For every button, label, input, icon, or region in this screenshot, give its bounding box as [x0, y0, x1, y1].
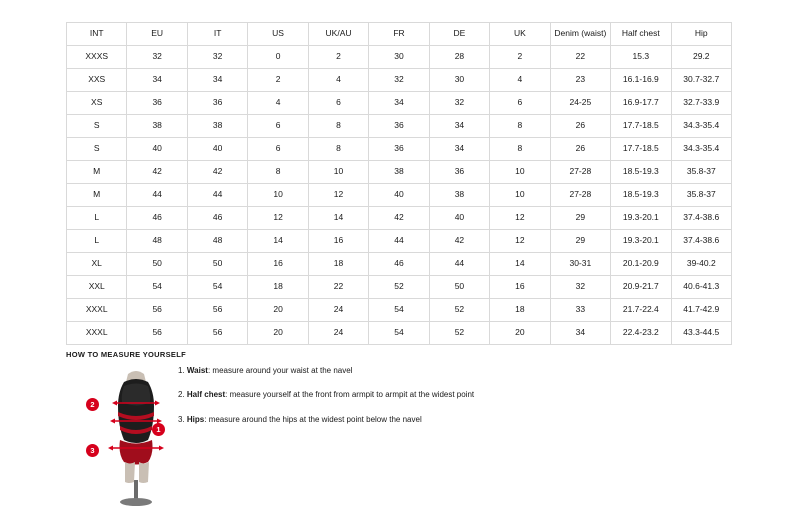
cell-denim-waist: 27-28: [550, 161, 610, 184]
cell-denim-waist: 29: [550, 207, 610, 230]
cell-it: 34: [187, 69, 247, 92]
cell-half-chest: 16.1-16.9: [611, 69, 671, 92]
cell-us: 4: [248, 92, 308, 115]
cell-fr: 32: [369, 69, 429, 92]
how-to-measure-title: HOW TO MEASURE YOURSELF: [66, 350, 186, 359]
note-text: : measure around the hips at the widest point below the navel: [204, 414, 422, 424]
marker-waist: 1: [152, 423, 165, 436]
cell-fr: 54: [369, 299, 429, 322]
table-body: [67, 46, 732, 345]
cell-eu: 32: [127, 46, 187, 69]
cell-uk-au: 24: [308, 322, 368, 345]
cell-it: 54: [187, 276, 247, 299]
cell-denim-waist: 24-25: [550, 92, 610, 115]
cell-int: S: [67, 115, 127, 138]
marker-half-chest: 2: [86, 398, 99, 411]
cell-fr: 36: [369, 115, 429, 138]
cell-eu: 56: [127, 299, 187, 322]
cell-de: 38: [429, 184, 489, 207]
table-row: [67, 322, 732, 345]
table-row: [67, 161, 732, 184]
size-table-container: [66, 22, 732, 345]
cell-us: 20: [248, 299, 308, 322]
cell-half-chest: 18.5-19.3: [611, 184, 671, 207]
cell-eu: 48: [127, 230, 187, 253]
cell-eu: 50: [127, 253, 187, 276]
cell-fr: 34: [369, 92, 429, 115]
cell-eu: 44: [127, 184, 187, 207]
cell-int: L: [67, 207, 127, 230]
table-row: [67, 253, 732, 276]
cell-de: 40: [429, 207, 489, 230]
cell-fr: 42: [369, 207, 429, 230]
column-header-denim-waist: Denim (waist): [550, 23, 610, 46]
cell-denim-waist: 27-28: [550, 184, 610, 207]
cell-fr: 54: [369, 322, 429, 345]
cell-fr: 52: [369, 276, 429, 299]
cell-de: 30: [429, 69, 489, 92]
cell-uk: 6: [490, 92, 550, 115]
cell-uk: 14: [490, 253, 550, 276]
cell-hip: 37.4-38.6: [671, 207, 731, 230]
measure-notes: [178, 366, 598, 439]
cell-half-chest: 18.5-19.3: [611, 161, 671, 184]
cell-uk: 10: [490, 161, 550, 184]
cell-hip: 30.7-32.7: [671, 69, 731, 92]
note-term: Waist: [186, 366, 208, 375]
cell-hip: 34.3-35.4: [671, 138, 731, 161]
cell-it: 56: [187, 299, 247, 322]
cell-us: 16: [248, 253, 308, 276]
cell-int: L: [67, 230, 127, 253]
cell-hip: 41.7-42.9: [671, 299, 731, 322]
cell-uk: 20: [490, 322, 550, 345]
cell-hip: 39-40.2: [671, 253, 731, 276]
cell-fr: 36: [369, 138, 429, 161]
cell-it: 48: [187, 230, 247, 253]
cell-de: 50: [429, 276, 489, 299]
column-header-uk-au: UK/AU: [308, 23, 368, 46]
cell-de: 34: [429, 115, 489, 138]
column-header-uk: UK: [490, 23, 550, 46]
cell-uk: 16: [490, 276, 550, 299]
note-term: Half chest: [186, 390, 226, 400]
cell-us: 20: [248, 322, 308, 345]
cell-hip: 35.8-37: [671, 184, 731, 207]
cell-fr: 38: [369, 161, 429, 184]
cell-half-chest: 22.4-23.2: [611, 322, 671, 345]
cell-half-chest: 17.7-18.5: [611, 115, 671, 138]
table-row: [67, 138, 732, 161]
cell-de: 28: [429, 46, 489, 69]
cell-denim-waist: 32: [550, 276, 610, 299]
cell-denim-waist: 26: [550, 138, 610, 161]
cell-de: 42: [429, 230, 489, 253]
cell-int: XL: [67, 253, 127, 276]
cell-eu: 40: [127, 138, 187, 161]
table-row: [67, 276, 732, 299]
cell-it: 36: [187, 92, 247, 115]
cell-uk: 4: [490, 69, 550, 92]
cell-us: 6: [248, 138, 308, 161]
cell-eu: 34: [127, 69, 187, 92]
cell-uk: 10: [490, 184, 550, 207]
cell-us: 2: [248, 69, 308, 92]
note-hips: [178, 415, 598, 425]
cell-it: 46: [187, 207, 247, 230]
cell-int: M: [67, 184, 127, 207]
cell-int: XXXL: [67, 299, 127, 322]
cell-uk: 2: [490, 46, 550, 69]
cell-uk: 8: [490, 138, 550, 161]
cell-int: XXXL: [67, 322, 127, 345]
cell-eu: 56: [127, 322, 187, 345]
cell-de: 32: [429, 92, 489, 115]
cell-uk-au: 6: [308, 92, 368, 115]
table-row: [67, 230, 732, 253]
cell-int: S: [67, 138, 127, 161]
column-header-us: US: [248, 23, 308, 46]
cell-us: 8: [248, 161, 308, 184]
table-header-row: [67, 23, 732, 46]
cell-de: 44: [429, 253, 489, 276]
cell-fr: 46: [369, 253, 429, 276]
table-row: [67, 207, 732, 230]
cell-half-chest: 20.1-20.9: [611, 253, 671, 276]
table-row: [67, 184, 732, 207]
cell-it: 50: [187, 253, 247, 276]
cell-eu: 46: [127, 207, 187, 230]
cell-it: 40: [187, 138, 247, 161]
cell-uk-au: 24: [308, 299, 368, 322]
size-conversion-table: [66, 22, 732, 345]
cell-us: 10: [248, 184, 308, 207]
cell-half-chest: 16.9-17.7: [611, 92, 671, 115]
cell-it: 38: [187, 115, 247, 138]
cell-int: XXXS: [67, 46, 127, 69]
column-header-it: IT: [187, 23, 247, 46]
cell-uk-au: 2: [308, 46, 368, 69]
cell-de: 52: [429, 322, 489, 345]
cell-half-chest: 19.3-20.1: [611, 230, 671, 253]
cell-de: 36: [429, 161, 489, 184]
cell-int: XS: [67, 92, 127, 115]
cell-uk-au: 16: [308, 230, 368, 253]
column-header-fr: FR: [369, 23, 429, 46]
cell-uk-au: 12: [308, 184, 368, 207]
cell-uk: 8: [490, 115, 550, 138]
table-row: [67, 69, 732, 92]
note-term: Hips: [186, 414, 205, 424]
cell-hip: 35.8-37: [671, 161, 731, 184]
cell-half-chest: 19.3-20.1: [611, 207, 671, 230]
cell-uk-au: 10: [308, 161, 368, 184]
table-row: [67, 299, 732, 322]
cell-hip: 40.6-41.3: [671, 276, 731, 299]
note-waist: [178, 366, 598, 376]
column-header-half-chest: Half chest: [611, 23, 671, 46]
cell-hip: 29.2: [671, 46, 731, 69]
cell-eu: 38: [127, 115, 187, 138]
cell-it: 56: [187, 322, 247, 345]
note-text: : measure yourself at the front from armpit to armpit at the widest point: [225, 390, 475, 400]
cell-hip: 34.3-35.4: [671, 115, 731, 138]
cell-denim-waist: 22: [550, 46, 610, 69]
note-half-chest: [178, 390, 598, 400]
cell-denim-waist: 33: [550, 299, 610, 322]
cell-denim-waist: 34: [550, 322, 610, 345]
cell-eu: 42: [127, 161, 187, 184]
cell-uk-au: 18: [308, 253, 368, 276]
table-row: [67, 115, 732, 138]
column-header-de: DE: [429, 23, 489, 46]
cell-uk: 18: [490, 299, 550, 322]
cell-uk: 12: [490, 230, 550, 253]
cell-it: 44: [187, 184, 247, 207]
cell-denim-waist: 29: [550, 230, 610, 253]
cell-denim-waist: 30-31: [550, 253, 610, 276]
marker-hips: 3: [86, 444, 99, 457]
column-header-hip: Hip: [671, 23, 731, 46]
column-header-int: INT: [67, 23, 127, 46]
cell-eu: 36: [127, 92, 187, 115]
note-number: 2.: [178, 390, 185, 400]
cell-int: XXL: [67, 276, 127, 299]
cell-fr: 30: [369, 46, 429, 69]
cell-half-chest: 15.3: [611, 46, 671, 69]
cell-de: 52: [429, 299, 489, 322]
cell-it: 32: [187, 46, 247, 69]
note-number: 1.: [178, 366, 185, 375]
cell-us: 14: [248, 230, 308, 253]
cell-uk-au: 8: [308, 115, 368, 138]
cell-uk: 12: [490, 207, 550, 230]
cell-us: 12: [248, 207, 308, 230]
cell-us: 18: [248, 276, 308, 299]
cell-fr: 40: [369, 184, 429, 207]
cell-half-chest: 17.7-18.5: [611, 138, 671, 161]
note-number: 3.: [178, 414, 185, 424]
cell-it: 42: [187, 161, 247, 184]
cell-eu: 54: [127, 276, 187, 299]
cell-int: XXS: [67, 69, 127, 92]
cell-uk-au: 4: [308, 69, 368, 92]
cell-de: 34: [429, 138, 489, 161]
table-head: [67, 23, 732, 46]
cell-fr: 44: [369, 230, 429, 253]
cell-denim-waist: 23: [550, 69, 610, 92]
cell-half-chest: 21.7-22.4: [611, 299, 671, 322]
table-row: [67, 46, 732, 69]
cell-int: M: [67, 161, 127, 184]
cell-us: 0: [248, 46, 308, 69]
cell-uk-au: 22: [308, 276, 368, 299]
cell-us: 6: [248, 115, 308, 138]
column-header-eu: EU: [127, 23, 187, 46]
cell-uk-au: 14: [308, 207, 368, 230]
cell-hip: 43.3-44.5: [671, 322, 731, 345]
cell-half-chest: 20.9-21.7: [611, 276, 671, 299]
table-row: [67, 92, 732, 115]
cell-denim-waist: 26: [550, 115, 610, 138]
cell-uk-au: 8: [308, 138, 368, 161]
cell-hip: 32.7-33.9: [671, 92, 731, 115]
cell-hip: 37.4-38.6: [671, 230, 731, 253]
note-text: : measure around your waist at the navel: [207, 366, 353, 375]
